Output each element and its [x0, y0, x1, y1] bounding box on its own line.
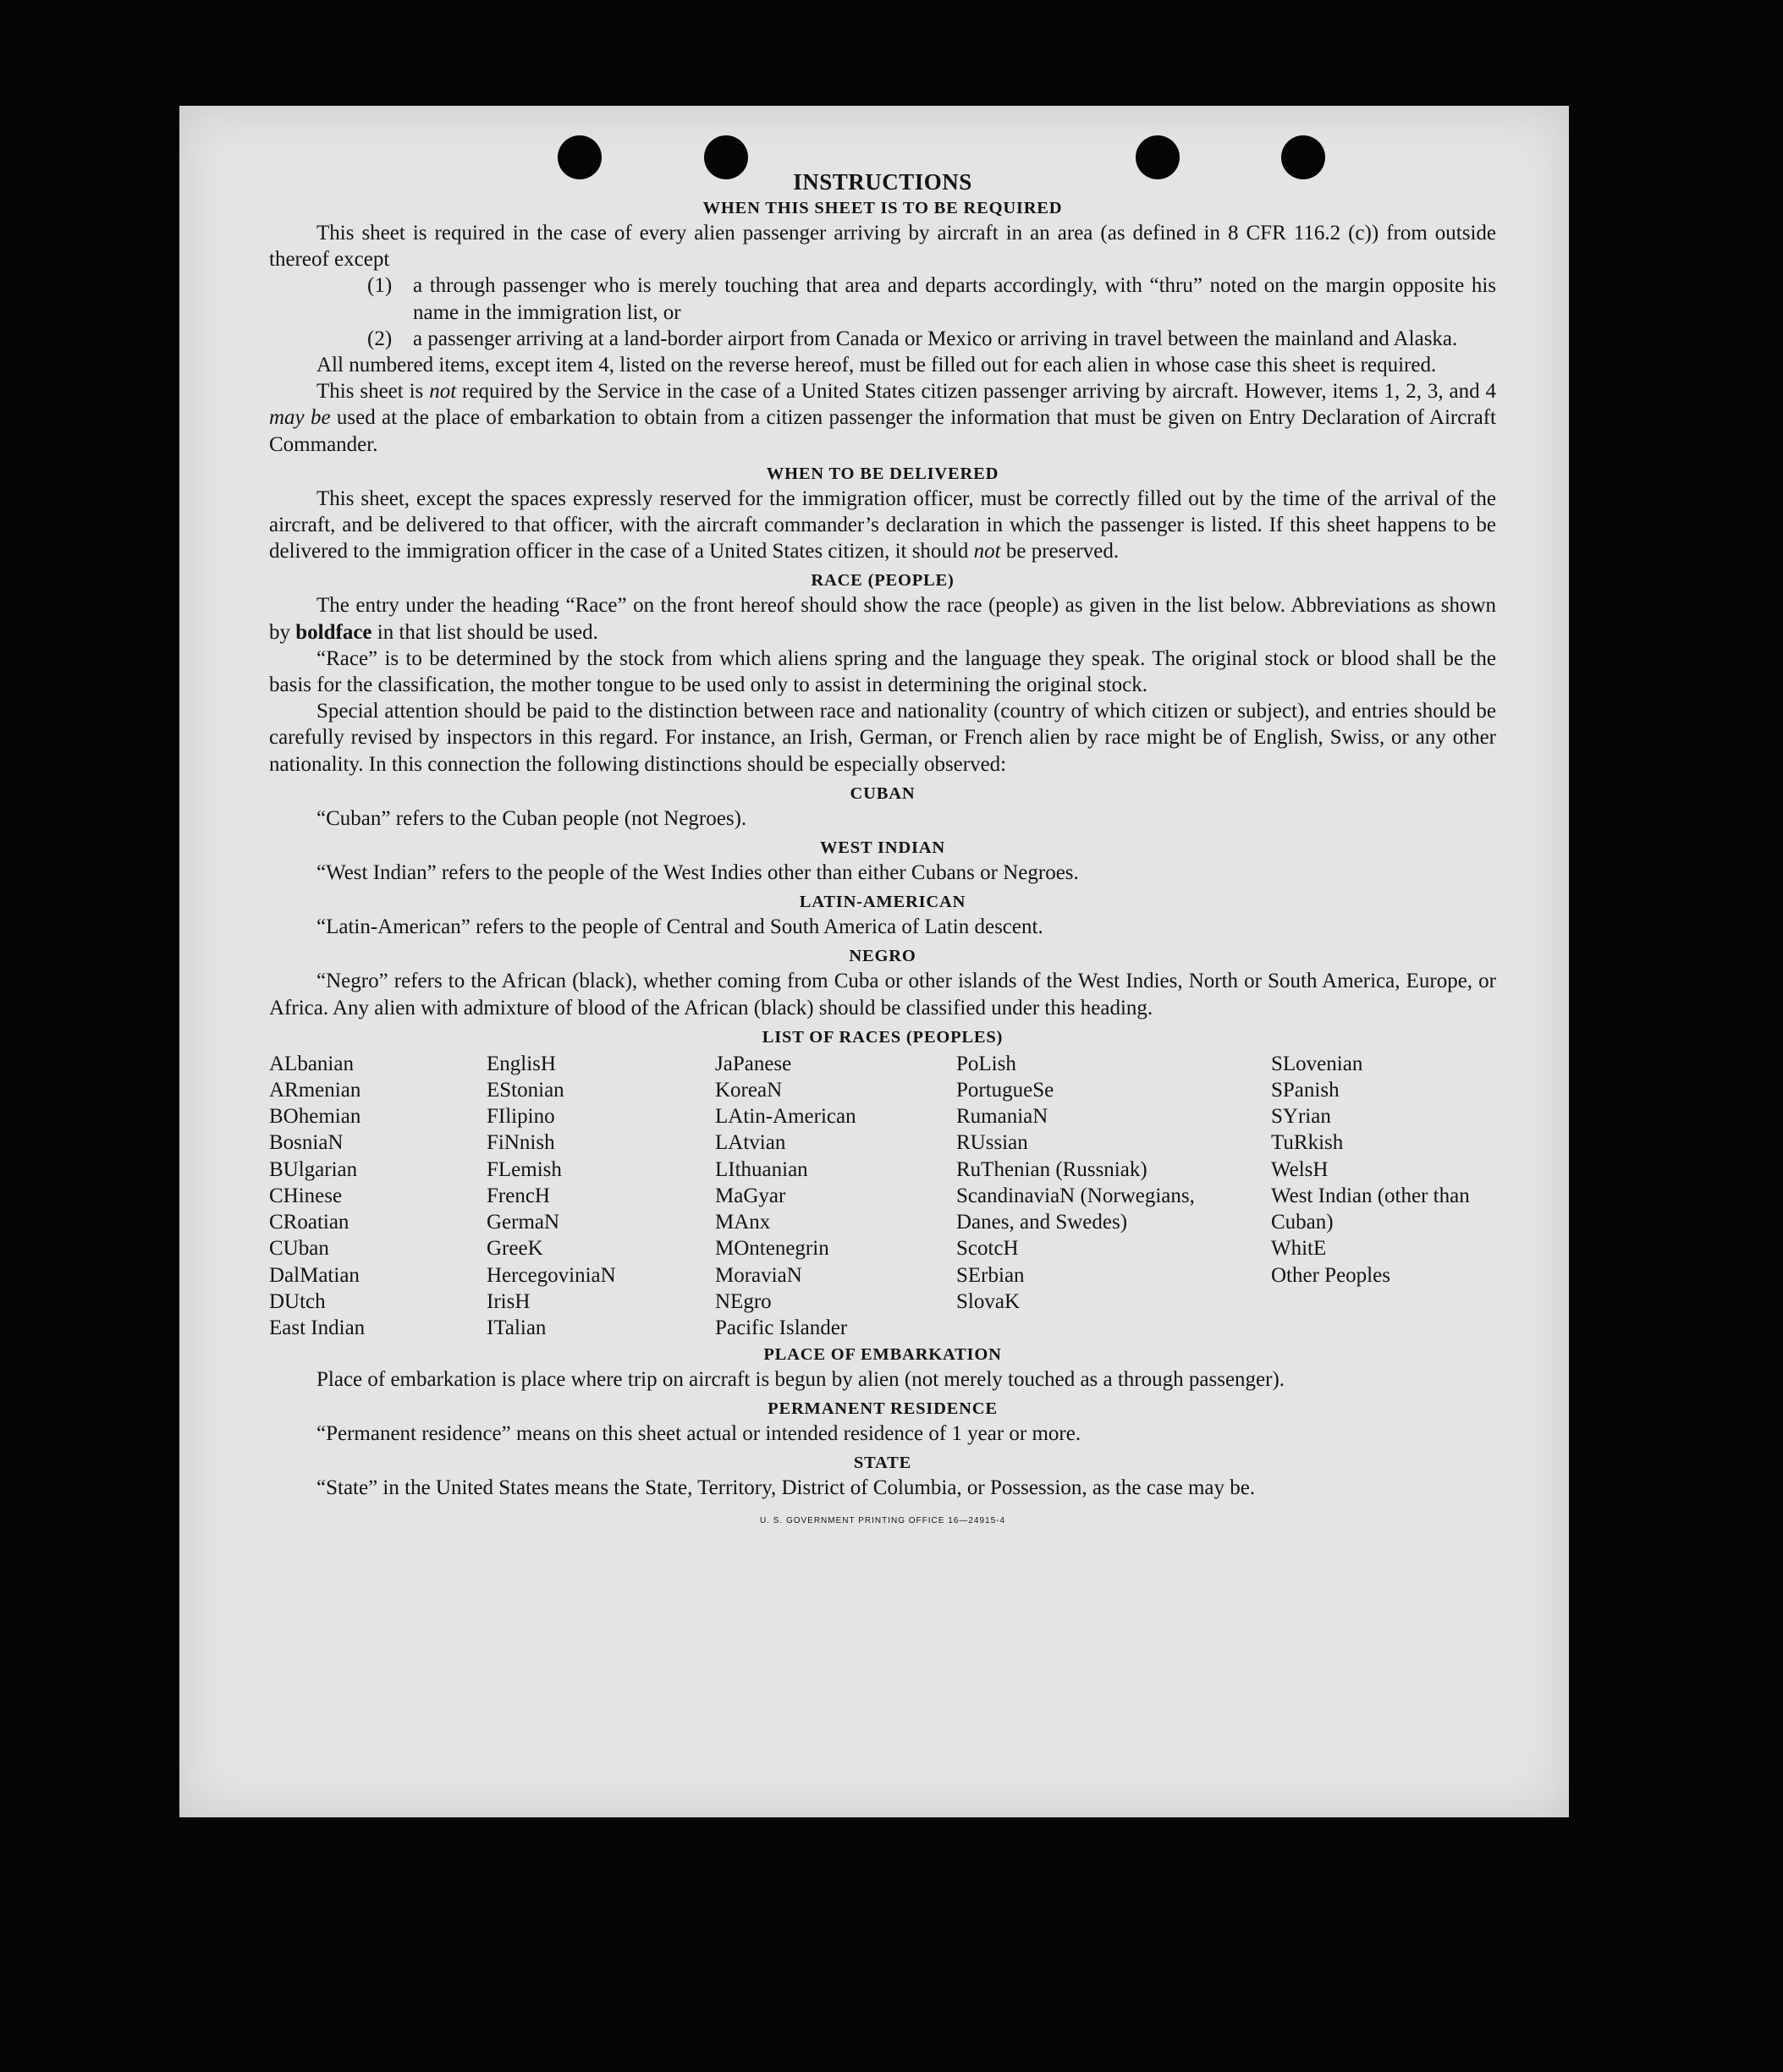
- instruction-sheet: [179, 106, 1569, 1817]
- race-item: PortugueSe: [956, 1079, 1054, 1102]
- race-item: MoraviaN: [715, 1263, 802, 1287]
- race-item: GreeK: [487, 1237, 543, 1261]
- race-item: PoLish: [956, 1052, 1016, 1075]
- race-item: CUban: [269, 1237, 329, 1261]
- race-item: ALbanian: [269, 1052, 354, 1075]
- printer-imprint: U. S. GOVERNMENT PRINTING OFFICE 16—24915-4: [759, 1516, 1006, 1526]
- exception-number-1: (1): [367, 274, 393, 298]
- race-item: HercegoviniaN: [487, 1263, 616, 1287]
- heading-race: RACE (PEOPLE): [811, 571, 955, 591]
- race-item: MAnx: [715, 1211, 771, 1234]
- race-column-4: [956, 1051, 1202, 1315]
- exception-number-2: (2): [367, 327, 393, 350]
- heading-cuban: CUBAN: [850, 783, 916, 803]
- heading-latin-american: LATIN-AMERICAN: [799, 893, 966, 912]
- race-item: LAtin-American: [715, 1105, 856, 1129]
- race-item: MOntenegrin: [715, 1237, 829, 1261]
- residence-definition: “Permanent residence” means on this sheet actual or intended residence of 1 year or more.: [316, 1422, 1081, 1446]
- race-item: IrisH: [487, 1289, 531, 1313]
- race-item: WelsH: [1271, 1157, 1329, 1181]
- cuban-definition: “Cuban” refers to the Cuban people (not Negroes).: [316, 806, 747, 830]
- race-item: ScandinaviaN (Norwegians, Danes, and Swedes): [956, 1184, 1195, 1234]
- heading-when-delivered: WHEN TO BE DELIVERED: [766, 464, 999, 483]
- race-item: RUssian: [956, 1131, 1028, 1155]
- race-item: SPanish: [1271, 1079, 1340, 1102]
- race-item: SlovaK: [956, 1289, 1020, 1313]
- heading-permanent-residence: PERMANENT RESIDENCE: [768, 1399, 998, 1419]
- exception-text-2: a passenger arriving at a land-border airport from Canada or Mexico or arriving in travel between the mainland and Alaska.: [413, 327, 1458, 350]
- page-title: INSTRUCTIONS: [793, 169, 972, 195]
- race-item: LAtvian: [715, 1131, 786, 1155]
- race-item: SYrian: [1271, 1105, 1331, 1129]
- heading-when-required: WHEN THIS SHEET IS TO BE REQUIRED: [702, 199, 1063, 217]
- race-item: LIthuanian: [715, 1157, 808, 1181]
- race-item: Other Peoples: [1271, 1263, 1390, 1287]
- race-item: RuThenian (Russniak): [956, 1157, 1147, 1181]
- west-indian-definition: “West Indian” refers to the people of the West Indies other than either Cubans or Negroes.: [316, 861, 1079, 885]
- race-item: KoreaN: [715, 1079, 783, 1102]
- race-item: Pacific Islander: [715, 1316, 848, 1339]
- race-column-3: [715, 1051, 856, 1341]
- race-item: FiNnish: [487, 1131, 555, 1155]
- required-paragraph-2: All numbered items, except item 4, listed on the reverse hereof, must be filled out for each alien in whose case this sheet is required.: [316, 354, 1437, 377]
- exception-item-2: [367, 326, 1496, 352]
- race-item: West Indian (other than Cuban): [1271, 1184, 1470, 1234]
- race-item: FrencH: [487, 1184, 550, 1207]
- race-item: ScotcH: [956, 1237, 1019, 1261]
- race-column-1: [269, 1051, 365, 1341]
- race-item: ITalian: [487, 1316, 547, 1339]
- race-item: BosniaN: [269, 1131, 344, 1155]
- state-definition: “State” in the United States means the State, Territory, District of Columbia, or Possession, as the case may be.: [316, 1476, 1256, 1500]
- race-item: WhitE: [1271, 1237, 1327, 1261]
- race-list: [269, 1051, 1496, 1338]
- race-item: MaGyar: [715, 1184, 786, 1207]
- heading-list-of-races: LIST OF RACES (PEOPLES): [762, 1027, 1004, 1047]
- race-item: ARmenian: [269, 1079, 361, 1102]
- race-item: DUtch: [269, 1289, 326, 1313]
- race-column-5: [1271, 1051, 1496, 1289]
- race-item: GermaN: [487, 1211, 560, 1234]
- race-item: East Indian: [269, 1316, 366, 1339]
- race-paragraph-2: “Race” is to be determined by the stock from which aliens spring and the language they speak. The original stock or blood shall be the basis for the classification, the mother tongue to be used only to assist in determining the original stock.: [269, 646, 1496, 697]
- race-item: FIlipino: [487, 1105, 555, 1129]
- heading-place-of-embarkation: PLACE OF EMBARKATION: [763, 1344, 1002, 1364]
- race-item: CHinese: [269, 1184, 343, 1207]
- race-item: RumaniaN: [956, 1105, 1048, 1129]
- race-item: SLovenian: [1271, 1052, 1363, 1075]
- race-item: BUlgarian: [269, 1157, 358, 1181]
- race-item: SErbian: [956, 1263, 1025, 1287]
- race-item: BOhemian: [269, 1105, 361, 1129]
- race-paragraph-1: The entry under the heading “Race” on the front hereof should show the race (people) as given in the list below. Abbreviations as shown by boldface in that list should be used.: [269, 594, 1496, 644]
- race-item: FLemish: [487, 1157, 562, 1181]
- required-paragraph-3: This sheet is not required by the Service in the case of a United States citizen passenger arriving by aircraft. However, items 1, 2, 3, and 4 may be used at the place of embarkation to obtain from a citizen passenger the information that must be given on Entry Declaration of Aircraft Commander.: [269, 380, 1497, 456]
- instructions-content: [269, 169, 1496, 1525]
- race-paragraph-3: Special attention should be paid to the distinction between race and nationality (country of which citizen or subject), and entries should be carefully revised by inspectors in this regard. For instance, an Irish, German, or French alien by race might be of English, Swiss, or any other nationality. In this connection the following distinctions should be especially observed:: [269, 700, 1496, 776]
- heading-west-indian: WEST INDIAN: [820, 838, 945, 858]
- latin-american-definition: “Latin-American” refers to the people of Central and South America of Latin descent.: [316, 915, 1043, 939]
- required-paragraph-1: This sheet is required in the case of every alien passenger arriving by aircraft in an area (as defined in 8 CFR 116.2 (c)) from outside thereof except: [269, 222, 1496, 272]
- heading-negro: NEGRO: [849, 947, 916, 966]
- exception-text-1: a through passenger who is merely touching that area and departs accordingly, with “thru” noted on the margin opposite his name in the immigration list, or: [413, 274, 1496, 324]
- race-item: TuRkish: [1271, 1131, 1344, 1155]
- race-item: DalMatian: [269, 1263, 360, 1287]
- exception-item-1: [367, 272, 1496, 325]
- race-item: EnglisH: [487, 1052, 556, 1075]
- race-item: CRoatian: [269, 1211, 349, 1234]
- heading-state: STATE: [853, 1454, 912, 1473]
- embarkation-definition: Place of embarkation is place where trip on aircraft is begun by alien (not merely touched as a through passenger).: [316, 1367, 1285, 1391]
- race-column-2: [487, 1051, 616, 1341]
- race-item: JaPanese: [715, 1052, 792, 1075]
- delivered-paragraph: This sheet, except the spaces expressly reserved for the immigration officer, must be correctly filled out by the time of the arrival of the aircraft, and be delivered to that officer, with the aircraft commander’s declaration in which the passenger is listed. If this sheet happens to be delivered to the immigration officer in the case of a United States citizen, it should not be preserved.: [269, 486, 1496, 563]
- race-item: NEgro: [715, 1289, 772, 1313]
- negro-definition: “Negro” refers to the African (black), whether coming from Cuba or other islands of the West Indies, North or South America, Europe, or Africa. Any alien with admixture of blood of the African (black) should be classified under this heading.: [269, 970, 1496, 1020]
- race-item: EStonian: [487, 1079, 564, 1102]
